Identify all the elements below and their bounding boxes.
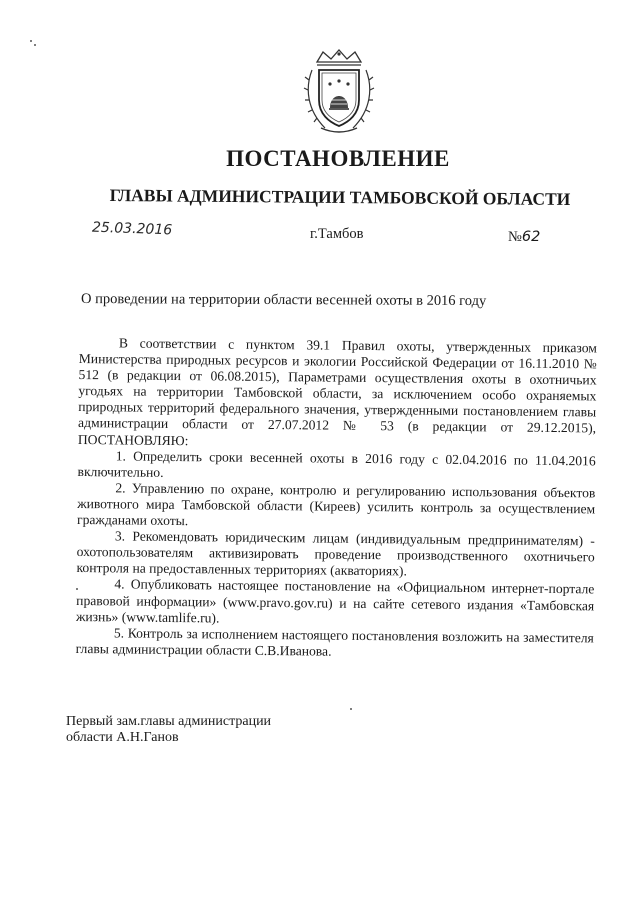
list-item: 4. Опубликовать настоящее постановление на «Официальном интернет-портале правовой информации» (www.pravo.gov.ru) и на сайте сетевого издания «Тамбовская жизнь» (www.tamlife.ru). (75, 576, 595, 626)
scan-speck (350, 708, 352, 710)
signature-name: области А.Н.Ганов (66, 730, 179, 745)
list-item: 3. Рекомендовать юридическим лицам (индивидуальным предпринимателям) - охотопользователям активизировать проведение производственного охотничьего контроля на предоставленных территориях (акваториях). (76, 528, 595, 579)
list-item: 5. Контроль за исполнением настоящего постановления возложить на заместителя главы администрации области С.В.Иванова. (75, 625, 594, 659)
scan-speck (34, 44, 36, 46)
signature-block (66, 714, 271, 746)
document-city: г.Тамбов (310, 226, 364, 242)
document-subtitle: ГЛАВЫ АДМИНИСТРАЦИИ ТАМБОВСКОЙ ОБЛАСТИ (109, 184, 571, 210)
scan-speck (30, 40, 32, 42)
signature-position: Первый зам.главы администрации (66, 714, 272, 729)
number-value: 62 (521, 229, 541, 245)
list-item: 2. Управлению по охране, контролю и регулированию использования объектов животного мира Тамбовской области (Киреев) усилить контроль за осуществлением гражданами охоты. (76, 480, 596, 529)
document-number (508, 229, 540, 246)
document-title: ПОСТАНОВЛЕНИЕ (226, 146, 450, 171)
scan-speck (76, 588, 78, 590)
document-subject: О проведении на территории области весенней охоты в 2016 году (80, 291, 487, 310)
preamble-paragraph: В соответствии с пунктом 39.1 Правил охоты, утвержденных приказом Министерства природных ресурсов и экологии Российской Федерации от 16.11.2010 № 512 (в редакции от 06.08.2015), Параметрами осуществления охоты в охотничьих угодьях на территории Тамбовской области, за исключением особо охраняемых природных территорий федерального значения, утвержденными постановлением главы администрации области от 27.07.2012 № 53 (в редакции от 29.12.2015), ПОСТАНОВЛЯЮ: (77, 335, 597, 448)
number-prefix: № (508, 229, 522, 245)
list-item: 1. Определить сроки весенней охоты в 2016 году с 02.04.2016 по 11.04.2016 включительно. (77, 448, 596, 480)
document-body (76, 335, 597, 662)
document-date: 25.03.2016 (91, 219, 173, 239)
coat-of-arms-icon (303, 48, 375, 134)
